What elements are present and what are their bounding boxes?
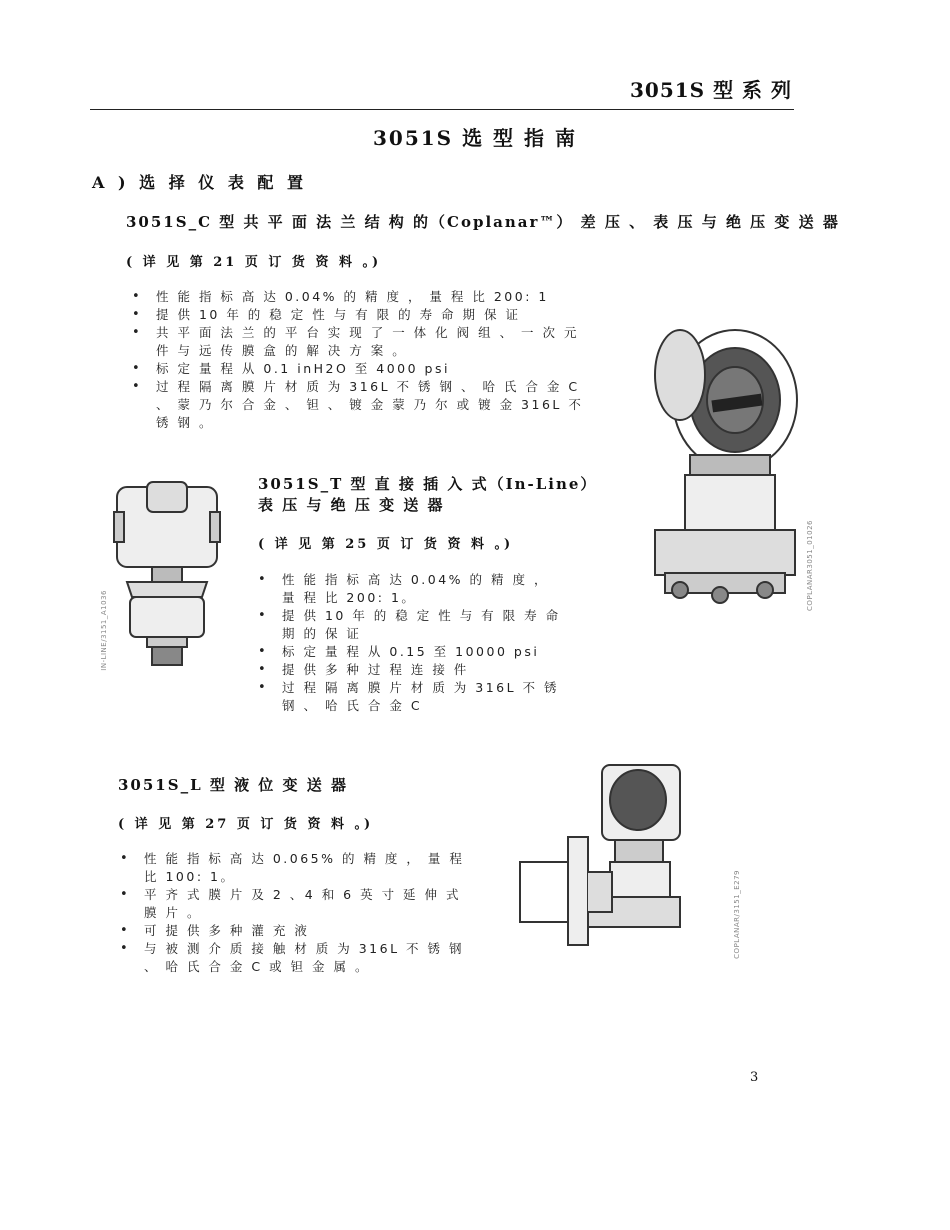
list-item: • 提 供 多 种 过 程 连 接 件 bbox=[252, 661, 570, 679]
level-title: 3051S_L 型 液 位 变 送 器 bbox=[118, 776, 348, 794]
coplanar-ref: ( 详 见 第 21 页 订 货 资 料 。) bbox=[126, 255, 382, 270]
list-item: • 性 能 指 标 高 达 0.04% 的 精 度 ， 量 程 比 200: 1。 bbox=[252, 571, 570, 607]
page-title: 3051S 选 型 指 南 bbox=[373, 126, 577, 150]
list-item: • 共 平 面 法 兰 的 平 台 实 现 了 一 体 化 阀 组 、 一 次 元 件 与 远 传 膜 盒 的 解 决 方 案 。 bbox=[126, 324, 591, 360]
level-figure-label: COPLANAR/3151_E279 bbox=[733, 870, 741, 959]
inline-title-line1: 3051S_T 型 直 接 插 入 式（In-Line） bbox=[258, 475, 598, 493]
header-rule bbox=[90, 109, 794, 110]
inline-title-line2: 表 压 与 绝 压 变 送 器 bbox=[258, 496, 445, 514]
page-number: 3 bbox=[750, 1070, 759, 1085]
inline-figure-label: IN-LINE/3151_A1036 bbox=[100, 590, 108, 671]
coplanar-figure-label: COPLANAR3051_01026 bbox=[806, 520, 814, 611]
list-item: • 提 供 10 年 的 稳 定 性 与 有 限 寿 命 期 的 保 证 bbox=[252, 607, 570, 643]
inline-ref: ( 详 见 第 25 页 订 货 资 料 。) bbox=[258, 537, 514, 552]
coplanar-transmitter-image bbox=[640, 305, 800, 615]
list-item: • 过 程 隔 离 膜 片 材 质 为 316L 不 锈 钢 、 哈 氏 合 金 C 、 蒙 乃 尔 合 金 、 钽 、 镀 金 蒙 乃 尔 或 镀 金 316L 不 锈 钢 。 bbox=[126, 378, 591, 432]
level-ref: ( 详 见 第 27 页 订 货 资 料 。) bbox=[118, 817, 374, 832]
header-title: 3051S 型 系 列 bbox=[630, 78, 792, 102]
list-item: • 过 程 隔 离 膜 片 材 质 为 316L 不 锈 钢 、 哈 氏 合 金 C bbox=[252, 679, 570, 715]
coplanar-title: 3051S_C 型 共 平 面 法 兰 结 构 的（Coplanar™） 差 压 、 表 压 与 绝 压 变 送 器 bbox=[126, 213, 840, 231]
level-bullets bbox=[114, 850, 474, 976]
list-item: • 可 提 供 多 种 灌 充 液 bbox=[114, 922, 474, 940]
section-a-heading: A ) 选 择 仪 表 配 置 bbox=[92, 173, 307, 192]
list-item: • 性 能 指 标 高 达 0.065% 的 精 度 ， 量 程 比 100: 1。 bbox=[114, 850, 474, 886]
level-transmitter-image bbox=[520, 762, 690, 952]
coplanar-bullets bbox=[126, 288, 591, 432]
inline-bullets bbox=[252, 571, 570, 715]
list-item: • 平 齐 式 膜 片 及 2 、4 和 6 英 寸 延 伸 式 膜 片 。 bbox=[114, 886, 474, 922]
list-item: • 提 供 10 年 的 稳 定 性 与 有 限 的 寿 命 期 保 证 bbox=[126, 306, 591, 324]
list-item: • 标 定 量 程 从 0.1 inH2O 至 4000 psi bbox=[126, 360, 591, 378]
list-item: • 标 定 量 程 从 0.15 至 10000 psi bbox=[252, 643, 570, 661]
list-item: • 性 能 指 标 高 达 0.04% 的 精 度 ， 量 程 比 200: 1 bbox=[126, 288, 591, 306]
inline-transmitter-image bbox=[112, 482, 222, 667]
list-item: • 与 被 测 介 质 接 触 材 质 为 316L 不 锈 钢 、 哈 氏 合 金 C 或 钽 金 属 。 bbox=[114, 940, 474, 976]
